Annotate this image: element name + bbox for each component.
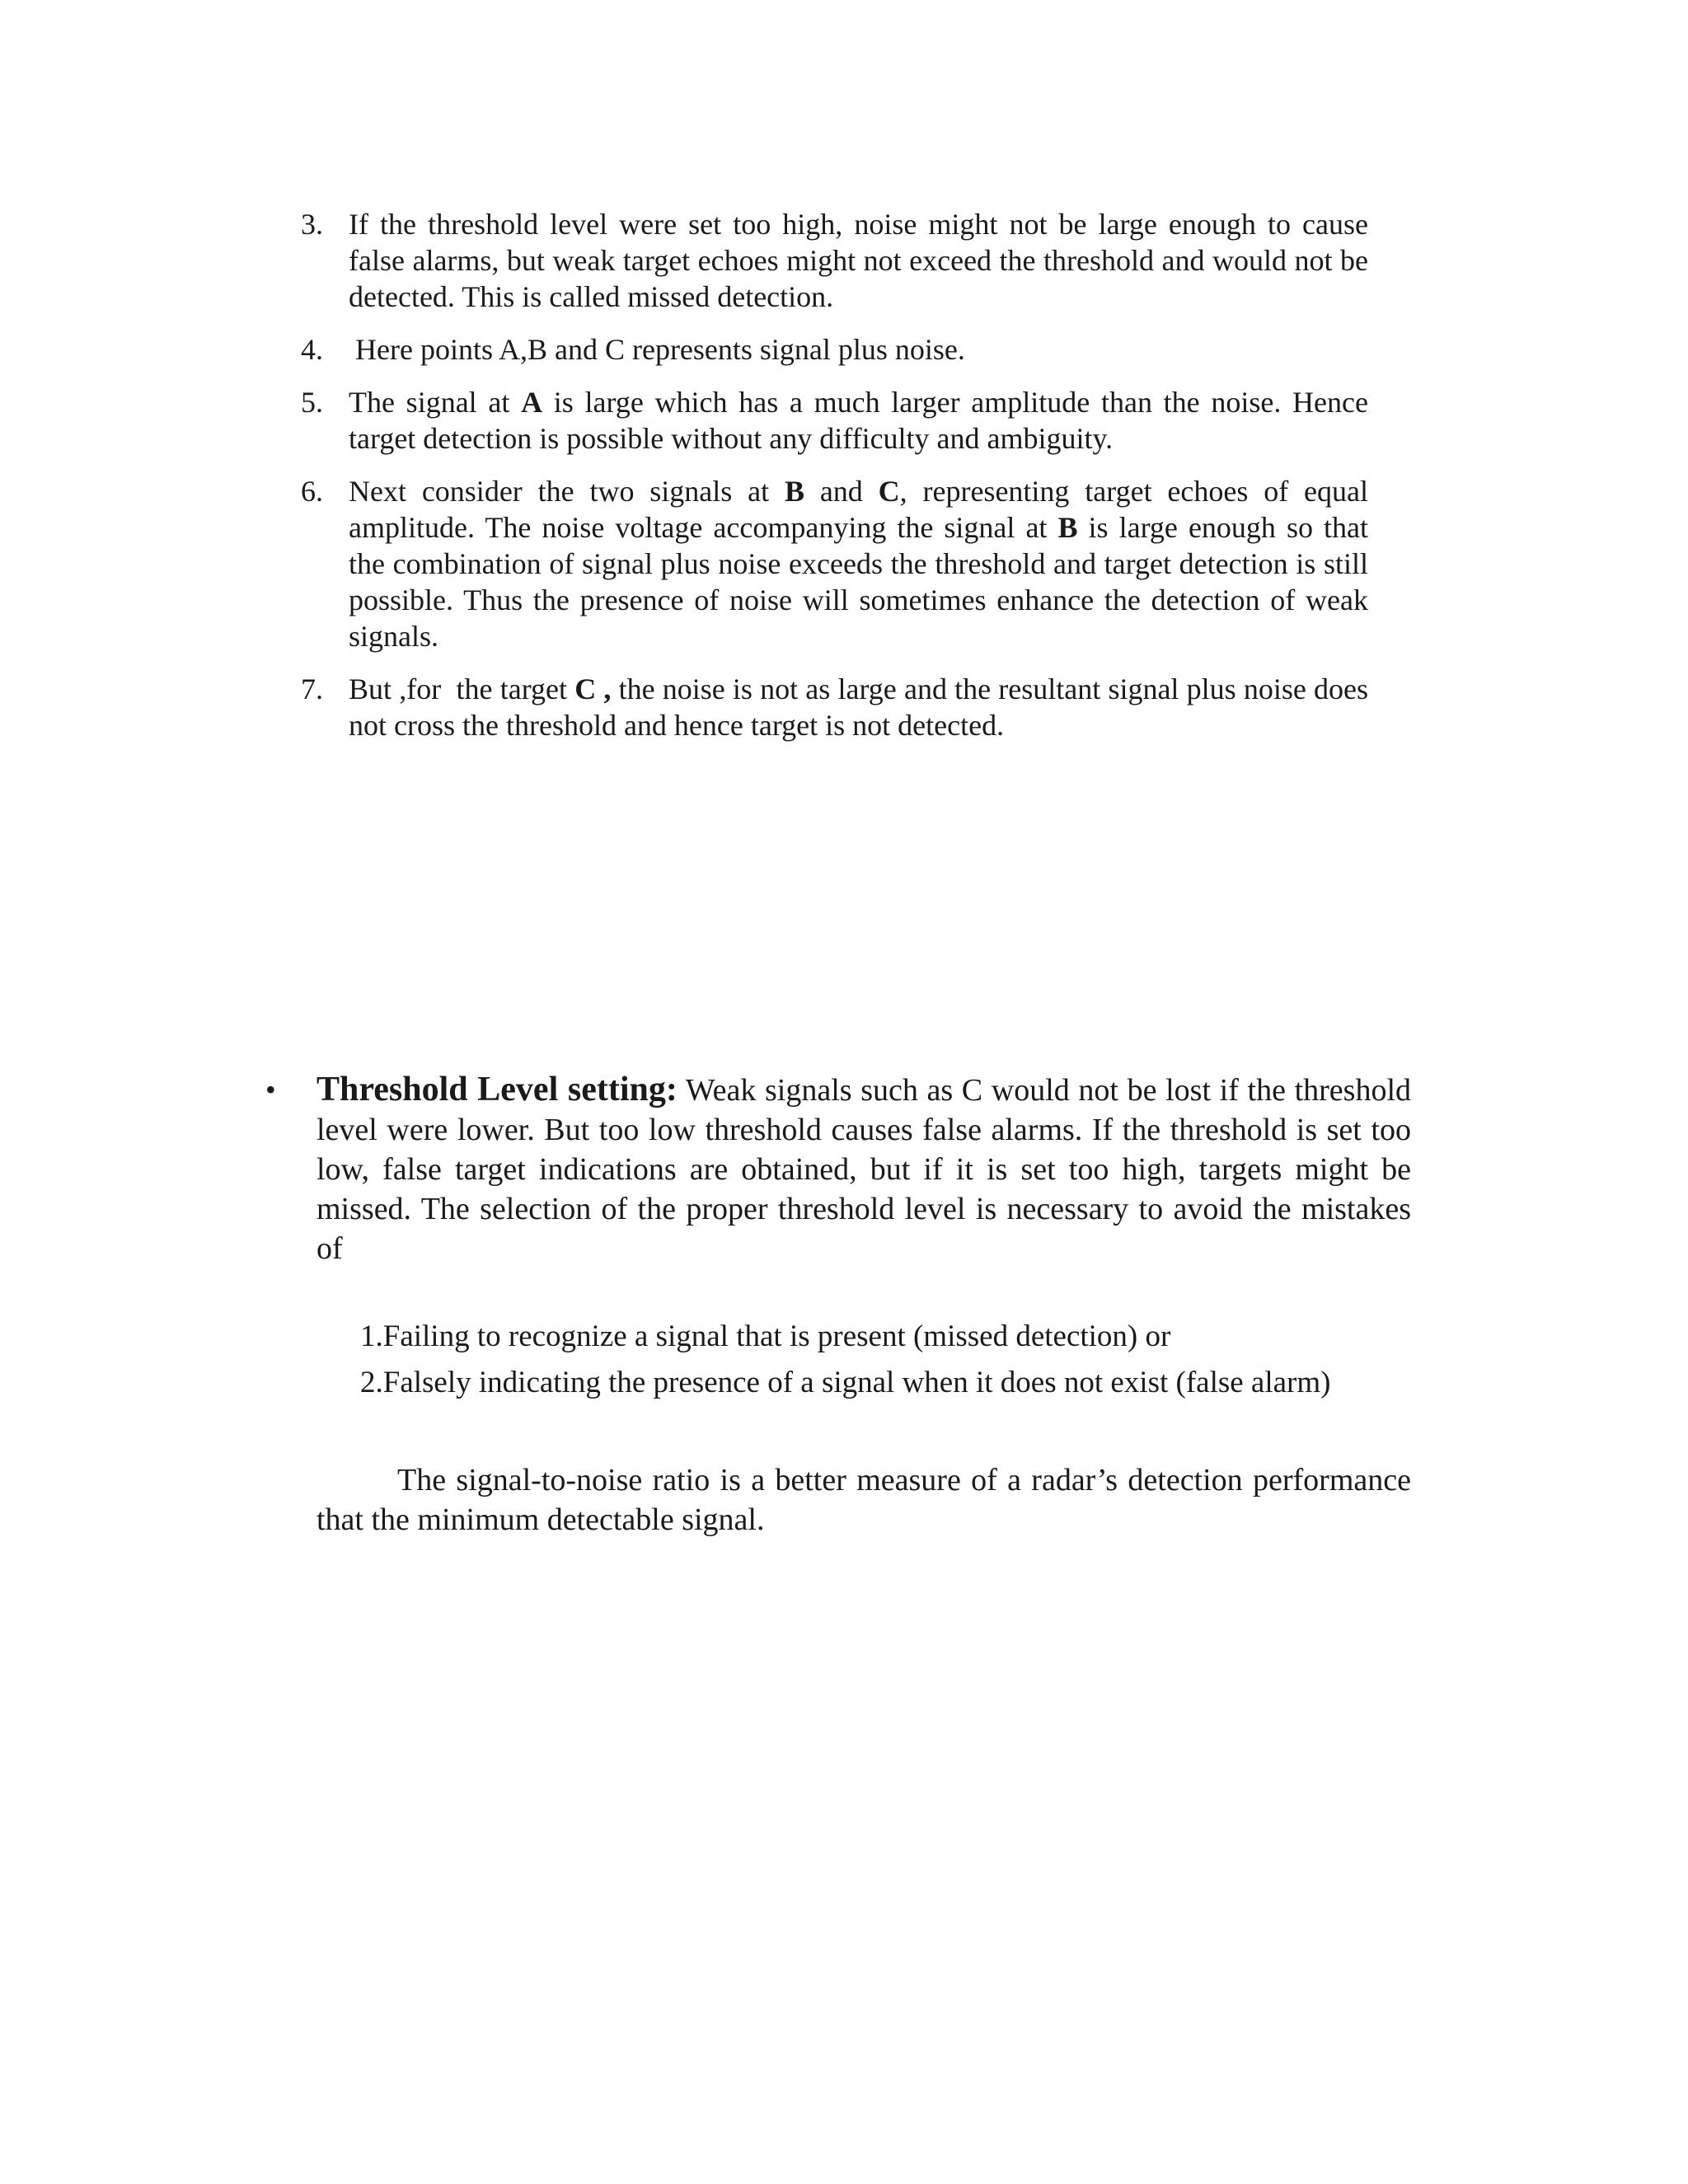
list-item — [301, 384, 1368, 457]
list-item-text: Here points A,B and C represents signal plus noise. — [355, 333, 965, 366]
bullet-text: Weak signals such as C would not be lost if the threshold level were lower. But too low threshold causes false alarms. If the threshold is set too low, false target indications are obtained, but if it is set too high, targets might be missed. The selection of the proper threshold level is necessary to avoid the mistakes of — [316, 1073, 1412, 1266]
list-item — [301, 671, 1368, 743]
list-item — [301, 473, 1368, 654]
list-item-text: Next consider the two signals at B and C, representing target echoes of equal amplitude. The noise voltage accompanying the signal at B is large enough so that the combination of signal plus noise exceeds the threshold and target detection is still possible. Thus the presence of noise will sometimes enhance the detection of weak signals. — [349, 475, 1369, 653]
mistake-item: 1.Failing to recognize a signal that is present (missed detection) or — [360, 1319, 1171, 1353]
bullet-icon: • — [265, 1073, 276, 1106]
closing-paragraph — [316, 1460, 1411, 1540]
list-item-text: But ,for the target C , the noise is not as large and the resultant signal plus noise does not cross the threshold and hence target is not detected. — [349, 673, 1368, 742]
list-marker: 5. — [301, 386, 323, 419]
bullet-heading: Threshold Level setting: — [316, 1071, 678, 1108]
list-marker: 6. — [301, 475, 323, 508]
numbered-list — [301, 206, 1368, 760]
list-marker: 3. — [301, 208, 323, 241]
list-item — [301, 331, 1368, 368]
mistake-item: 2.Falsely indicating the presence of a signal when it does not exist (false alarm) — [360, 1366, 1331, 1399]
list-marker: 4. — [301, 333, 323, 366]
list-marker: 7. — [301, 673, 323, 705]
list-item-text: The signal at A is large which has a much larger amplitude than the noise. Hence target detection is possible without any difficulty and ambiguity. — [349, 386, 1368, 455]
closing-text: The signal-to-noise ratio is a better measure of a radar’s detection performance that the minimum detectable signal. — [316, 1463, 1411, 1537]
list-item — [301, 206, 1368, 315]
list-item-text: If the threshold level were set too high, noise might not be large enough to cause false alarms, but weak target echoes might not exceed the threshold and would not be detected. This is called missed detection. — [349, 208, 1368, 313]
mistakes-list — [360, 1314, 1432, 1406]
bullet-paragraph — [316, 1070, 1411, 1268]
